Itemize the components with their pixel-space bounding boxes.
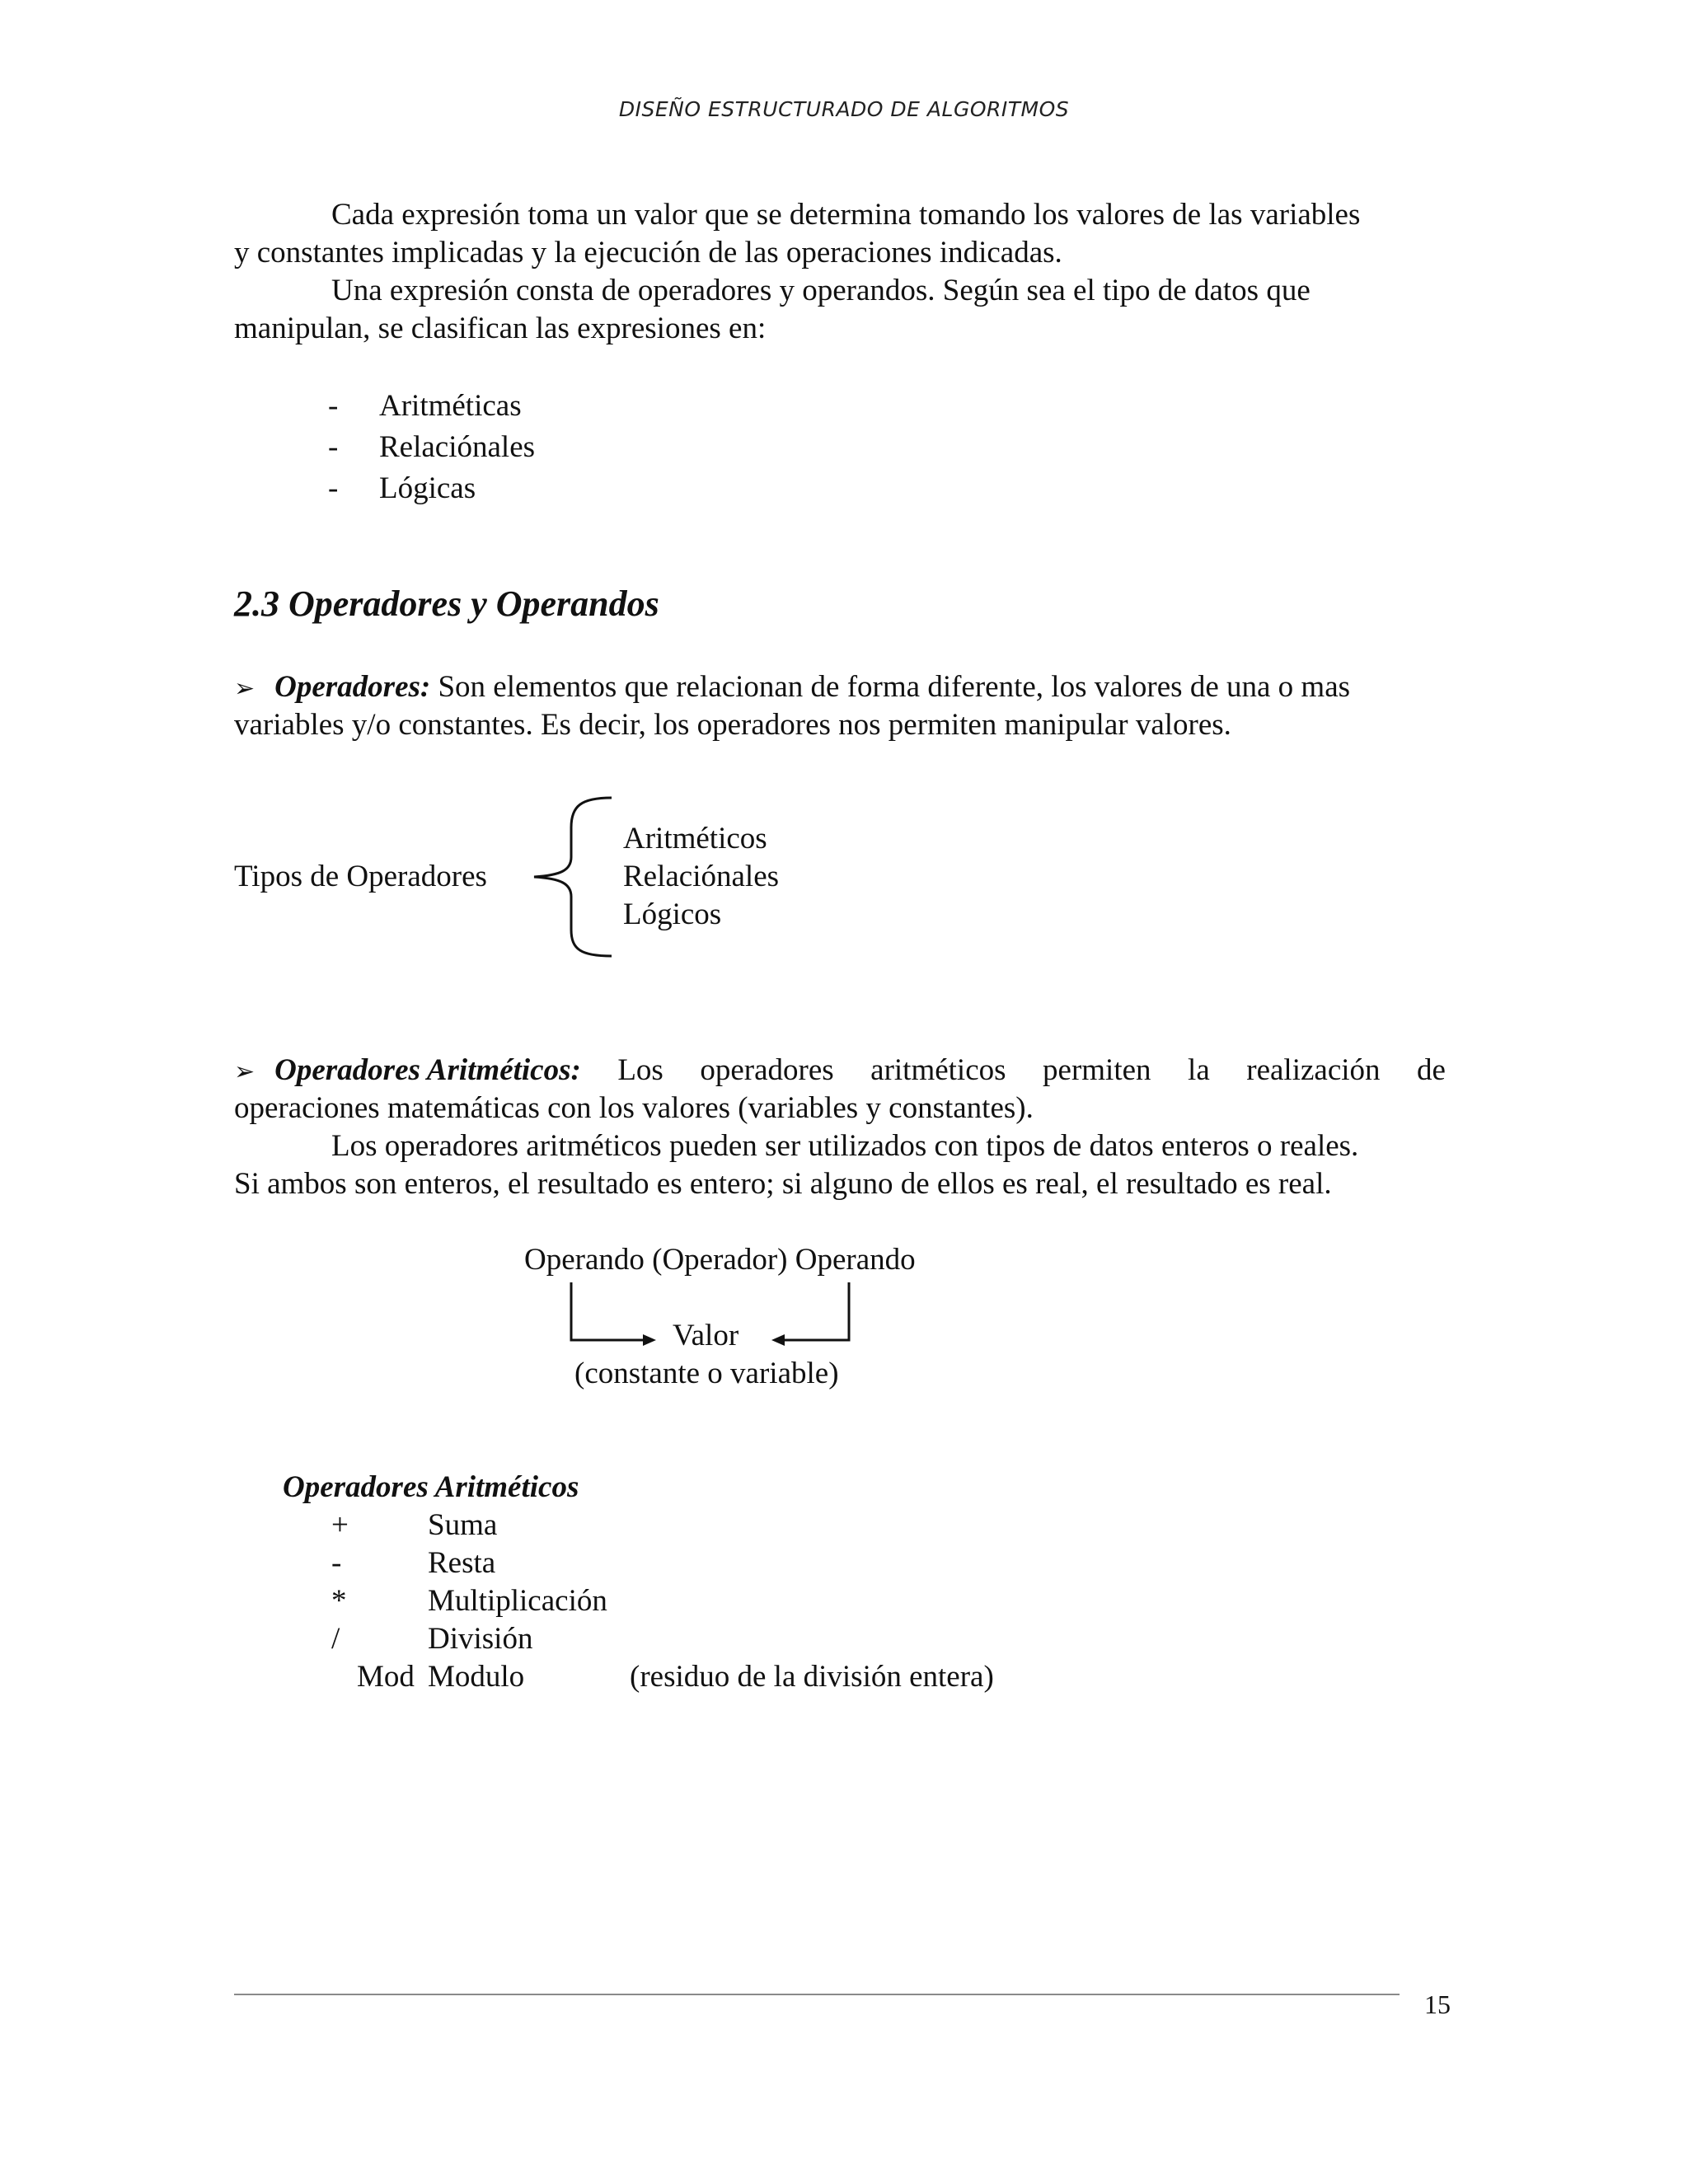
footer-rule — [234, 1994, 1400, 1995]
aritmeticos-term: Operadores Aritméticos: — [274, 1053, 581, 1087]
intro-p2-line2: manipulan, se clasifican las expresiones en: — [234, 312, 767, 345]
aritmeticos-line3: Los operadores aritméticos pueden ser utilizados con tipos de datos enteros o reales. — [331, 1129, 1359, 1163]
operator-name: Suma — [428, 1508, 498, 1542]
word: realización — [1246, 1053, 1381, 1087]
word: la — [1188, 1053, 1210, 1087]
operator-symbol-mod: Mod — [357, 1660, 415, 1694]
word: permiten — [1043, 1053, 1151, 1087]
word: operadores — [700, 1053, 834, 1087]
operadores-text: Son elementos que relacionan de forma diferente, los valores de una o mas — [438, 670, 1351, 704]
section-heading: 2.3 Operadores y Operandos — [234, 583, 659, 624]
word: de — [1417, 1053, 1446, 1087]
tipo-logicos: Lógicos — [623, 898, 722, 931]
aritmeticos-line2: operaciones matemáticas con los valores (variables y constantes). — [234, 1091, 1034, 1125]
list-item-aritmeticas: Aritméticas — [379, 389, 522, 423]
arrow-bullet-icon: ➢ — [234, 1057, 256, 1086]
list-bullet: - — [328, 471, 339, 505]
operator-symbol: * — [331, 1584, 347, 1618]
word: Los — [617, 1053, 663, 1087]
operator-symbol: + — [331, 1508, 349, 1542]
tipo-relacionales: Relaciónales — [623, 860, 780, 893]
operator-note-mod: (residuo de la división entera) — [630, 1660, 994, 1694]
list-bullet: - — [328, 389, 339, 423]
intro-p1-line2: y constantes implicadas y la ejecución de las operaciones indicadas. — [234, 236, 1062, 269]
intro-p2-line1: Una expresión consta de operadores y operandos. Según sea el tipo de datos que — [331, 274, 1311, 307]
operator-name-mod: Modulo — [428, 1660, 525, 1694]
list-item-logicas: Lógicas — [379, 471, 476, 505]
running-header: DISEÑO ESTRUCTURADO DE ALGORITMOS — [618, 97, 1070, 121]
operator-name: División — [428, 1622, 533, 1656]
operadores-line2: variables y/o constantes. Es decir, los operadores nos permiten manipular valores. — [234, 708, 1231, 742]
tipo-aritmeticos: Aritméticos — [623, 822, 767, 855]
operator-symbol: / — [331, 1622, 340, 1656]
operator-name: Resta — [428, 1546, 496, 1580]
tipos-label: Tipos de Operadores — [234, 860, 487, 893]
arrow-bullet-icon: ➢ — [234, 674, 256, 703]
operator-name: Multiplicación — [428, 1584, 607, 1618]
intro-p1-line1: Cada expresión toma un valor que se determina tomando los valores de las variables — [331, 198, 1361, 232]
operadores-term: Operadores: — [274, 670, 431, 704]
flow-note-label: (constante o variable) — [574, 1357, 839, 1390]
operator-table-title: Operadores Aritméticos — [283, 1470, 579, 1504]
word: aritméticos — [870, 1053, 1006, 1087]
flow-top-label: Operando (Operador) Operando — [524, 1243, 916, 1277]
operator-symbol: - — [331, 1546, 342, 1580]
aritmeticos-line4: Si ambos son enteros, el resultado es entero; si alguno de ellos es real, el resultado es real. — [234, 1167, 1332, 1201]
flow-result-label: Valor — [673, 1319, 739, 1352]
list-item-relacionales: Relaciónales — [379, 430, 536, 464]
page-number: 15 — [1424, 1990, 1451, 2019]
list-bullet: - — [328, 430, 339, 464]
